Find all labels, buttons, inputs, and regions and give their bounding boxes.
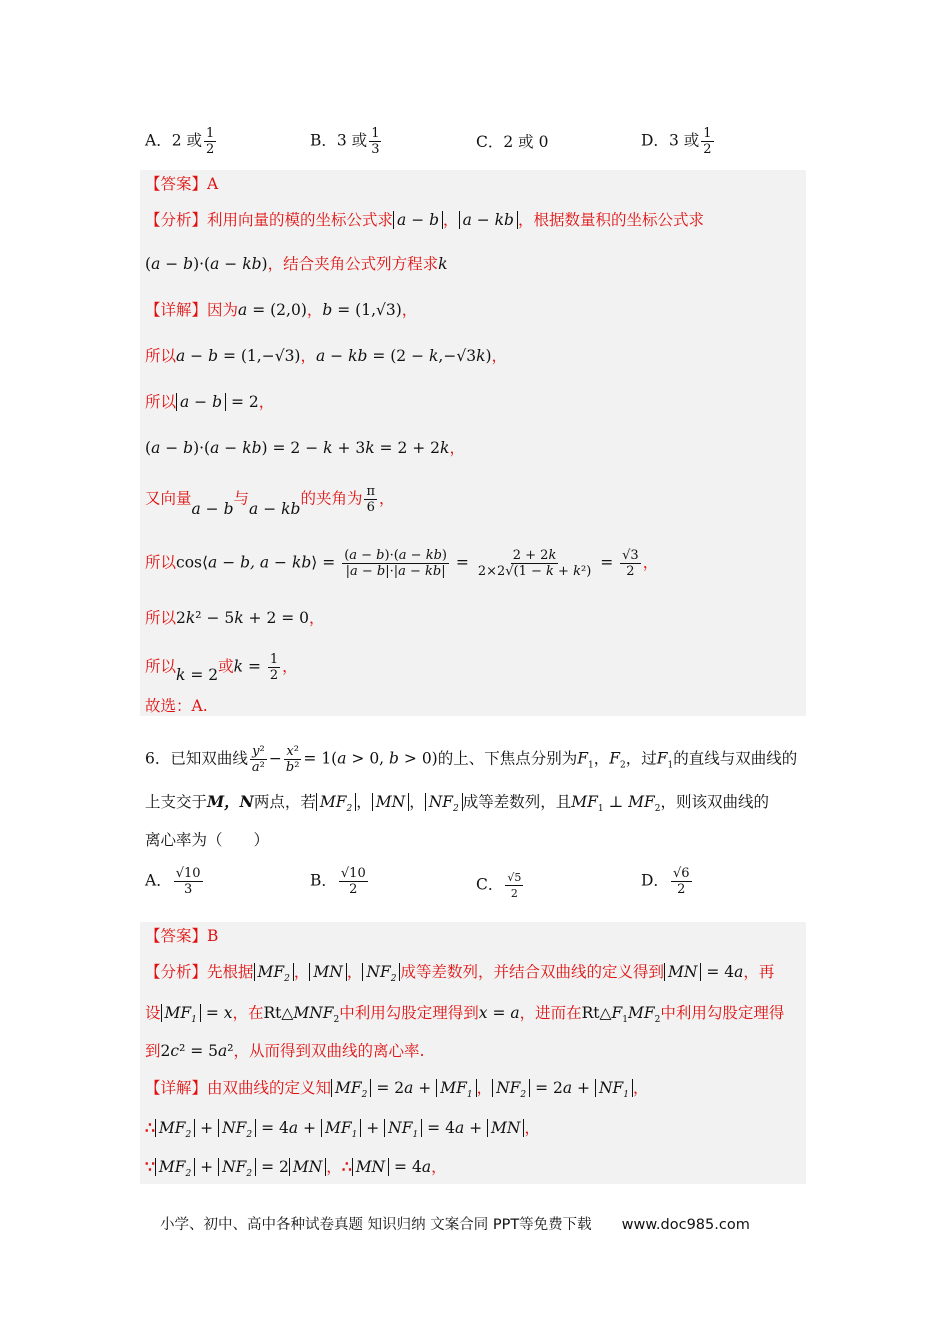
q6-analysis-line2: 设 $MF_1 = x$，在$Rt\triangle MNF_2$中利用勾股定理得到x = a，进而在$Rt\triangle F_1MF_2$中利用勾股定理得: [145, 1004, 785, 1026]
q5-detail-line8: 所以k = 2或k = $\frac{1}{2}$ ，: [145, 652, 298, 684]
q6-analysis-line1: 【分析】先根据 $MF_2$ ， MN ， $NF_2$ 成等差数列，并结合双曲线的定义得到 MN = 4a，再: [145, 963, 775, 985]
q6-detail-line3: ∵ $MF_2 + NF_2 = 2$ MN ，∴ MN = 4a，: [145, 1157, 447, 1180]
q5-option-d: D．3 或 $\frac{1}{2}$: [641, 126, 712, 157]
q6-stem-line2: 上支交于M，N两点，若 $MF_2$ ， MN ， $NF_2$ 成等差数列，且$MF_1$ ⊥ $MF_2$，则该双曲线的: [145, 792, 769, 815]
q5-analysis-line2: (a − b)·(a − kb)，结合夹角公式列方程求k: [145, 255, 448, 273]
q5-option-c: C．2 或 0: [476, 133, 549, 151]
q5-detail-line5: 又向量a − b与a − kb的夹角为 $\frac{\pi}{6}$ ，: [145, 484, 395, 518]
page-footer: [160, 1213, 750, 1234]
q5-detail-line6: 所以cos⟨a − b, a − kb⟩ = $\frac{(a - b)\cdot(a - kb)}{|a - b|\cdot|a - kb|}$ = $\frac{2 + 2k}{\text{2×2√(1 − k + k²)}}$ = $\frac{√3}{2}$ ，: [145, 548, 659, 579]
q6-analysis-line3: 到2c² = 5a²，从而得到双曲线的离心率.: [145, 1042, 425, 1060]
footer-url[interactable]: www.doc985.com: [621, 1217, 750, 1233]
q6-stem-line3: 离心率为（ ）: [145, 831, 270, 849]
q6-option-a: A． $\frac{√10}{3}$: [145, 866, 201, 897]
q6-detail-line1: 【详解】由双曲线的定义知 $MF_2 = 2a + MF_1$ ， $NF_2 = 2a + NF_1$ ，: [145, 1079, 649, 1101]
q5-detail-line7: 所以2k² − 5k + 2 = 0，: [145, 609, 325, 627]
q5-analysis-line1: 【分析】利用向量的模的坐标公式求 a − b ， a − kb ，根据数量积的坐标公式求: [145, 211, 704, 229]
q5-option-a: A．2 或 $\frac{1}{2}$: [145, 126, 215, 157]
q6-stem-line1: 6．已知双曲线 $\frac{\text{y²}}{\text{a²}}$ − $\frac{\text{x²}}{\text{b²}}$ = 1(a > 0, b > 0)的上、下焦点分别为$F_1$，$F_2$，过$F_1$的直线与双曲线的: [145, 744, 798, 775]
q5-detail-line4: (a − b)·(a − kb) = 2 − k + 3k = 2 + 2k，: [145, 439, 465, 457]
q5-option-b: B．3 或 $\frac{1}{3}$: [310, 126, 380, 157]
q6-detail-line2: ∴ $MF_2 + NF_2 = 4a + MF_1 + NF_1 = 4a$ + MN ，: [145, 1118, 540, 1141]
q6-option-c: C． $\frac{√5}{2}$: [476, 871, 522, 900]
q6-option-b: B． $\frac{√10}{2}$: [310, 866, 366, 897]
q6-option-d: D． $\frac{√6}{2}$: [641, 866, 690, 897]
q6-answer: 【答案】B: [145, 927, 219, 945]
q5-choose: 故选：A.: [145, 697, 208, 715]
footer-text: 小学、初中、高中各种试卷真题 知识归纳 文案合同 PPT等免费下载: [160, 1217, 592, 1233]
q5-detail-line2: 所以a − b = (1,−√3)，a − kb = (2 − k,−√3k)，: [145, 347, 508, 365]
q5-detail-line1: 【详解】因为a = (2,0)，b = (1,√3)，: [145, 301, 418, 319]
q5-detail-line3: 所以 a − b = 2，: [145, 393, 275, 411]
q5-answer: 【答案】A: [145, 175, 219, 193]
